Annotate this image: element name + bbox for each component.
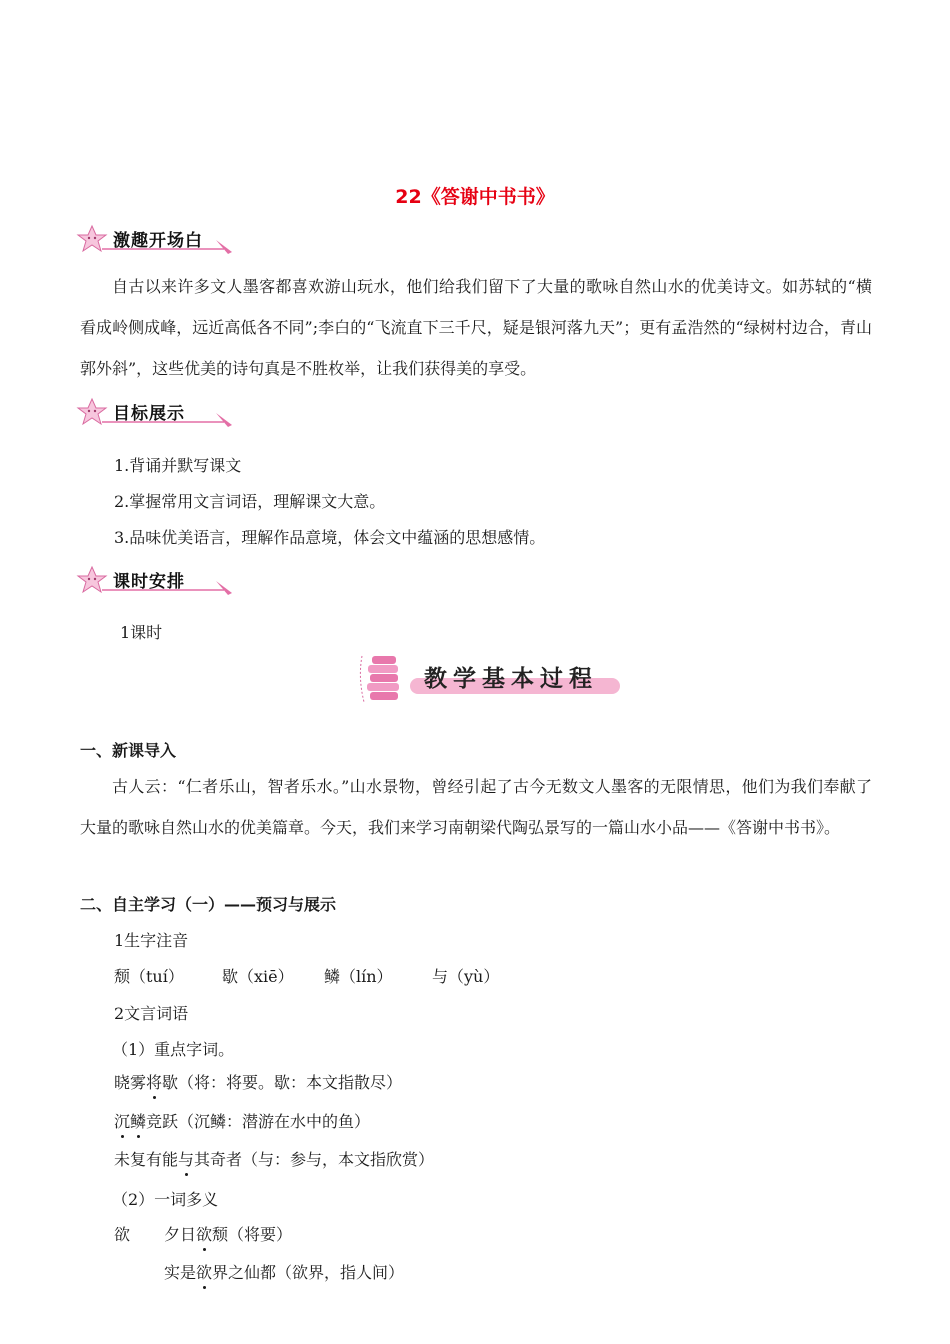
polysemy-entry: 实是欲界之仙都（欲界，指人间） xyxy=(164,1260,404,1283)
subheading: （1）重点字词。 xyxy=(112,1040,235,1059)
emphasis-char: 欲 xyxy=(196,1222,212,1245)
page-title: 22《答谢中书书》 xyxy=(395,186,555,208)
part1-heading: 一、新课导入 xyxy=(80,741,177,760)
intro-paragraph xyxy=(80,266,872,389)
pinyin-item: 歇（xiē） xyxy=(222,967,294,986)
emphasis-char: 与 xyxy=(178,1147,194,1170)
banner-title: 教学基本过程 xyxy=(424,666,598,692)
goal-item: 2.掌握常用文言词语，理解课文大意。 xyxy=(114,492,386,511)
pinyin-item: 鳞（lín） xyxy=(324,967,393,986)
subheading: （2）一词多义 xyxy=(112,1190,219,1209)
part1-paragraph xyxy=(80,766,872,848)
polysemy-entry: 夕日欲颓（将要） xyxy=(164,1222,292,1245)
emphasis-char: 欲 xyxy=(196,1260,212,1283)
section-header-time xyxy=(76,563,246,597)
emphasis-char: 沉 xyxy=(114,1109,130,1132)
part2-heading: 二、自主学习（一）——预习与展示 xyxy=(80,895,337,914)
goal-item: 1.背诵并默写课文 xyxy=(114,456,242,475)
section-title: 课时安排 xyxy=(113,572,185,592)
pinyin-item: 颓（tuí） xyxy=(114,967,184,986)
word-entry: 晓雾将歇（将：将要。歇：本文指散尽） xyxy=(114,1070,402,1093)
intro-text: 自古以来许多文人墨客都喜欢游山玩水，他们给我们留下了大量的歌咏自然山水的优美诗文。如苏轼的“横看成岭侧成峰，远近高低各不同”;李白的“飞流直下三千尺，疑是银河落九天”；更有孟浩然的“绿树村边合，青山郭外斜”，这些优美的诗句真是不胜枚举，让我们获得美的享受。 xyxy=(80,277,872,378)
emphasis-char: 将 xyxy=(146,1070,162,1093)
word-entry: 未复有能与其奇者（与：参与，本文指欣赏） xyxy=(114,1147,434,1170)
section-title: 目标展示 xyxy=(113,404,185,424)
emphasis-char: 鳞 xyxy=(130,1109,146,1132)
subheading: 2文言词语 xyxy=(114,1004,189,1023)
section-title: 激趣开场白 xyxy=(113,231,203,251)
pinyin-item: 与（yù） xyxy=(432,967,500,986)
polysemy-char: 欲 xyxy=(114,1225,131,1244)
part1-text: 古人云：“仁者乐山，智者乐水。”山水景物，曾经引起了古今无数文人墨客的无限情思，他们为我们奉献了大量的歌咏自然山水的优美篇章。今天，我们来学习南朝梁代陶弘景写的一篇山水小品——《答谢中书书》。 xyxy=(80,777,872,837)
lesson-time: 1课时 xyxy=(120,623,163,642)
section-header-intro xyxy=(76,222,246,256)
process-banner xyxy=(358,650,624,706)
subheading: 1生字注音 xyxy=(114,931,189,950)
goal-item: 3.品味优美语言，理解作品意境，体会文中蕴涵的思想感情。 xyxy=(114,528,546,547)
word-entry: 沉鳞竞跃（沉鳞：潜游在水中的鱼） xyxy=(114,1109,370,1132)
section-header-goals xyxy=(76,395,246,429)
